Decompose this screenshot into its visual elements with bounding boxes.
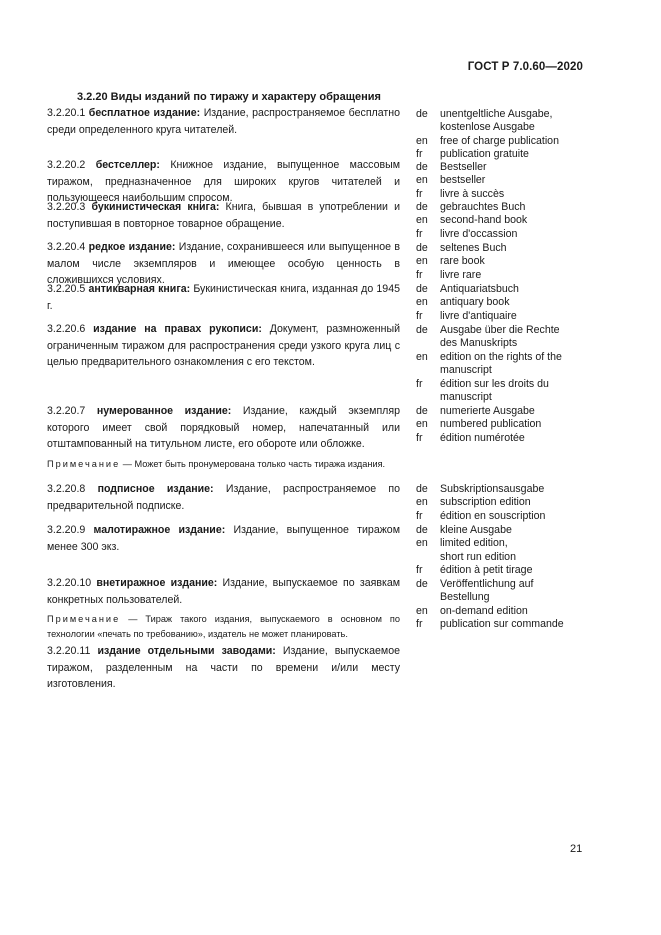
translation-row: fr livre à succès xyxy=(416,187,505,200)
entry-definition: 3.2.20.4 редкое издание: Издание, сохранившееся или выпущенное в малом числе экземпляров и имеющее особую ценность в сложившихся условиях. xyxy=(47,241,400,287)
translation-row: en limited edition, xyxy=(416,537,508,550)
translations-3-2-20-5 xyxy=(416,283,606,323)
translations-3-2-20-4 xyxy=(416,242,606,282)
entry-term: антикварная книга: xyxy=(88,283,191,295)
translation-row: de Antiquariatsbuch xyxy=(416,283,519,295)
translation-row: en subscription edition xyxy=(416,496,531,509)
translation-row: en edition on the rights of the xyxy=(416,350,562,363)
entry-3-2-20-10 xyxy=(47,575,400,642)
translations-3-2-20-7 xyxy=(416,405,606,445)
entry-definition: 3.2.20.7 нумерованное издание: Издание, каждый экземпляр которого имеет свой порядковый номер, напечатанный или отштампованный на титульном листе, его обороте или обложке. xyxy=(47,405,400,451)
page-number: 21 xyxy=(570,843,583,855)
entry-3-2-20-9 xyxy=(47,522,400,555)
entry-definition: 3.2.20.10 внетиражное издание: Издание, выпускаемое по заявкам конкретных пользователей. xyxy=(47,577,400,606)
translation-row: de kleine Ausgabe xyxy=(416,524,512,536)
entry-term: бесплатное издание: xyxy=(88,107,201,119)
translation-row: en antiquary book xyxy=(416,296,510,309)
entry-3-2-20-11 xyxy=(47,643,400,693)
translations-3-2-20-2 xyxy=(416,161,606,201)
translation-row: de Subskriptionsausgabe xyxy=(416,483,545,495)
entry-definition: 3.2.20.9 малотиражное издание: Издание, выпущенное тиражом менее 300 экз. xyxy=(47,524,400,553)
translation-row: de Veröffentlichung auf xyxy=(416,578,534,590)
entry-term: малотиражное издание: xyxy=(93,524,226,536)
translation-row: de Bestseller xyxy=(416,161,487,173)
translation-row: fr édition sur les droits du xyxy=(416,377,549,390)
translation-row: en rare book xyxy=(416,255,485,268)
entry-3-2-20-1 xyxy=(47,105,400,138)
entry-3-2-20-3 xyxy=(47,199,400,232)
translation-row: fr publication gratuite xyxy=(416,148,529,161)
translation-row: en bestseller xyxy=(416,174,486,187)
translation-row: de Ausgabe über die Rechte xyxy=(416,324,560,336)
entry-term: внетиражное издание: xyxy=(96,577,218,589)
translations-3-2-20-10 xyxy=(416,578,606,632)
translation-row: Bestellung xyxy=(440,591,490,604)
translation-row: manuscript xyxy=(440,391,492,404)
entry-term: редкое издание: xyxy=(88,241,176,253)
entry-note: Примечание — Может быть пронумерована только часть тиража издания. xyxy=(47,458,386,469)
entry-definition: 3.2.20.5 антикварная книга: Букинистическая книга, изданная до 1945 г. xyxy=(47,283,400,312)
translation-row: fr publication sur commande xyxy=(416,618,564,631)
translation-row: manuscript xyxy=(440,364,492,377)
entry-definition: 3.2.20.6 издание на правах рукописи: Документ, размноженный ограниченным тиражом для распространения среди узкого круга лиц с целью предварительного ознакомления с его текстом. xyxy=(47,323,400,369)
document-header: ГОСТ Р 7.0.60—2020 xyxy=(467,61,583,73)
translations-3-2-20-8 xyxy=(416,483,606,523)
entry-3-2-20-5 xyxy=(47,281,400,314)
translation-row: de numerierte Ausgabe xyxy=(416,405,535,417)
entry-term: издание на правах рукописи: xyxy=(93,323,262,335)
translation-row: en second-hand book xyxy=(416,214,528,227)
translation-row: fr livre d'antiquaire xyxy=(416,309,517,322)
entry-term: подписное издание: xyxy=(97,483,214,495)
entry-term: нумерованное издание: xyxy=(96,405,232,417)
section-title: 3.2.20 Виды изданий по тиражу и характеру обращения xyxy=(77,91,381,103)
entry-3-2-20-7 xyxy=(47,403,400,472)
entry-definition: 3.2.20.8 подписное издание: Издание, распространяемое по предварительной подписке. xyxy=(47,483,400,512)
translations-3-2-20-9 xyxy=(416,524,606,578)
entry-note: Примечание — Тираж такого издания, выпускаемого в основном по технологии «печать по требованию», издатель не может планировать. xyxy=(47,614,400,640)
entry-definition: 3.2.20.1 бесплатное издание: Издание, распространяемое бесплатно среди определенного круга читателей. xyxy=(47,107,400,136)
entry-definition: 3.2.20.3 букинистическая книга: Книга, бывшая в употреблении и поступившая в повторное товарное обращение. xyxy=(47,201,400,230)
translation-row: fr livre rare xyxy=(416,268,482,281)
translation-row: en numbered publication xyxy=(416,418,542,431)
translation-row: de unentgeltliche Ausgabe, xyxy=(416,108,553,120)
translation-row: en free of charge publication xyxy=(416,134,559,147)
entry-definition: 3.2.20.11 издание отдельными заводами: Издание, выпускаемое тиражом, разделенным на части по времени и/или месту изготовления. xyxy=(47,645,400,691)
entry-3-2-20-6 xyxy=(47,321,400,371)
entry-term: издание отдельными заводами: xyxy=(97,645,276,657)
entry-term: бестселлер: xyxy=(95,159,160,171)
translation-row: fr édition numérotée xyxy=(416,431,525,444)
translations-3-2-20-3 xyxy=(416,201,606,241)
translation-row: fr édition en souscription xyxy=(416,509,546,522)
translation-row: fr livre d'occassion xyxy=(416,227,518,240)
entry-3-2-20-8 xyxy=(47,481,400,514)
translation-row: kostenlose Ausgabe xyxy=(440,121,535,134)
entry-definition: 3.2.20.2 бестселлер: Книжное издание, выпущенное массовым тиражом, предназначенное для широких кругов читателей и пользующееся наибольшим спросом. xyxy=(47,159,400,205)
translation-row: de seltenes Buch xyxy=(416,242,507,254)
translation-row: des Manuskripts xyxy=(440,337,518,350)
translation-row: en on-demand edition xyxy=(416,604,528,617)
translations-3-2-20-1 xyxy=(416,108,606,162)
entry-term: букинистическая книга: xyxy=(91,201,220,213)
translations-3-2-20-6 xyxy=(416,324,606,404)
translation-row: fr édition à petit tirage xyxy=(416,564,533,577)
translation-row: short run edition xyxy=(440,550,516,563)
translation-row: de gebrauchtes Buch xyxy=(416,201,526,213)
